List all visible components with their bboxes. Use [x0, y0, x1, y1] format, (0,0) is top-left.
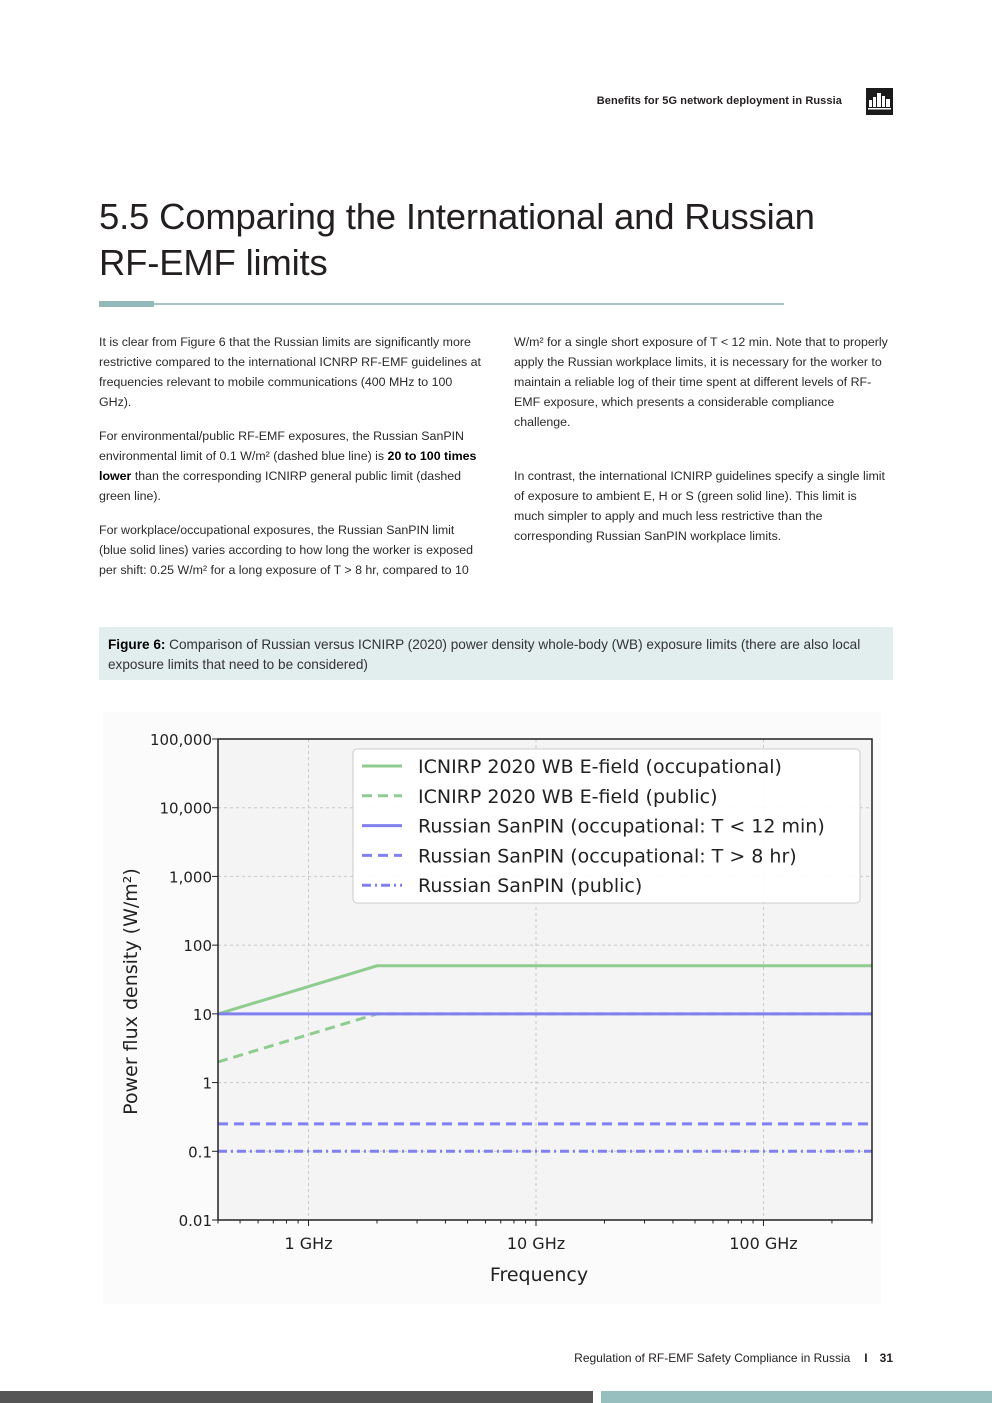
x-tick-label: 10 GHz	[506, 1234, 566, 1253]
y-tick-label: 100,000	[149, 731, 212, 749]
paragraph-4: In contrast, the international ICNIRP guidelines specify a single limit of exposure to ambient E, H or S (green solid line). This limit is much simpler to apply and much less restrictive than the corresponding Russian SanPIN workplace limits.	[514, 469, 885, 543]
x-axis-label: Frequency	[489, 1264, 589, 1286]
y-tick-label: 0.01	[178, 1212, 212, 1230]
y-tick-label: 10	[192, 1005, 212, 1024]
legend-label-1: ICNIRP 2020 WB E-field (occupational)	[418, 756, 782, 778]
legend-label-5: Russian SanPIN (public)	[418, 875, 643, 898]
section-title-line-1: 5.5 Comparing the International and Russian	[99, 196, 815, 237]
footer-doc-title: Regulation of RF-EMF Safety Compliance in Russia	[574, 1351, 851, 1365]
paragraph-2	[99, 426, 481, 506]
body-column-left	[99, 332, 481, 598]
footer-bar-teal	[601, 1391, 992, 1403]
y-axis-label: Power flux density (W/m²)	[120, 868, 142, 1115]
legend-label-3: Russian SanPIN (occupational: T < 12 min)	[418, 815, 825, 838]
title-rule-accent	[99, 301, 154, 307]
figure-chart	[103, 712, 881, 1304]
y-tick-label: 1,000	[169, 868, 212, 887]
figure-label: Figure 6:	[108, 637, 166, 652]
x-tick-label: 100 GHz	[729, 1234, 798, 1253]
section-title	[99, 194, 859, 286]
footer	[574, 1351, 893, 1365]
skyline-logo-icon	[866, 88, 893, 115]
footer-separator: I	[864, 1351, 868, 1365]
legend-label-4: Russian SanPIN (occupational: T > 8 hr)	[418, 845, 797, 868]
figure-caption-text: Comparison of Russian versus ICNIRP (2020) power density whole-body (WB) exposure limits (there are also local exposure limits that need to be considered)	[108, 637, 861, 672]
paragraph-1: It is clear from Figure 6 that the Russian limits are significantly more restrictive compared to the international ICNRP RF-EMF guidelines at frequencies relevant to mobile communications (400 MHz to 100 GHz).	[99, 335, 481, 409]
body-column-right	[514, 332, 889, 560]
footer-bar-dark	[0, 1391, 593, 1403]
y-tick-label: 0.1	[188, 1143, 212, 1162]
running-header: Benefits for 5G network deployment in Russia	[596, 95, 842, 107]
page-number: 31	[879, 1351, 893, 1365]
limits-chart	[103, 712, 881, 1304]
y-tick-label: 1	[202, 1074, 212, 1093]
paragraph-2-text-b: than the corresponding ICNIRP general public limit (dashed green line).	[99, 469, 462, 503]
paragraph-2-emphasis: 20 to 100 times lower	[99, 449, 477, 483]
title-rule	[99, 303, 784, 305]
y-tick-label: 100	[183, 937, 212, 956]
x-tick-label: 1 GHz	[284, 1234, 333, 1253]
legend-label-2: ICNIRP 2020 WB E-field (public)	[418, 785, 718, 808]
paragraph-3-continued-text: W/m² for a single short exposure of T < 12 min. Note that to properly apply the Russian workplace limits, it is necessary for the worker to maintain a reliable log of their time spent at different levels of RF-EMF exposure, which presents a considerable compliance challenge.	[514, 335, 888, 429]
figure-caption	[99, 627, 893, 680]
y-tick-label: 10,000	[159, 799, 212, 818]
paragraph-3-continued	[514, 332, 889, 452]
section-title-line-2: RF-EMF limits	[99, 242, 328, 283]
paragraph-3: For workplace/occupational exposures, the Russian SanPIN limit (blue solid lines) varies according to how long the worker is exposed per shift: 0.25 W/m² for a long exposure of T > 8 hr, compared to 10	[99, 523, 473, 577]
paragraph-2-text-a: For environmental/public RF-EMF exposures, the Russian SanPIN environmental limit of 0.1 W/m² (dashed blue line) is	[99, 429, 464, 463]
